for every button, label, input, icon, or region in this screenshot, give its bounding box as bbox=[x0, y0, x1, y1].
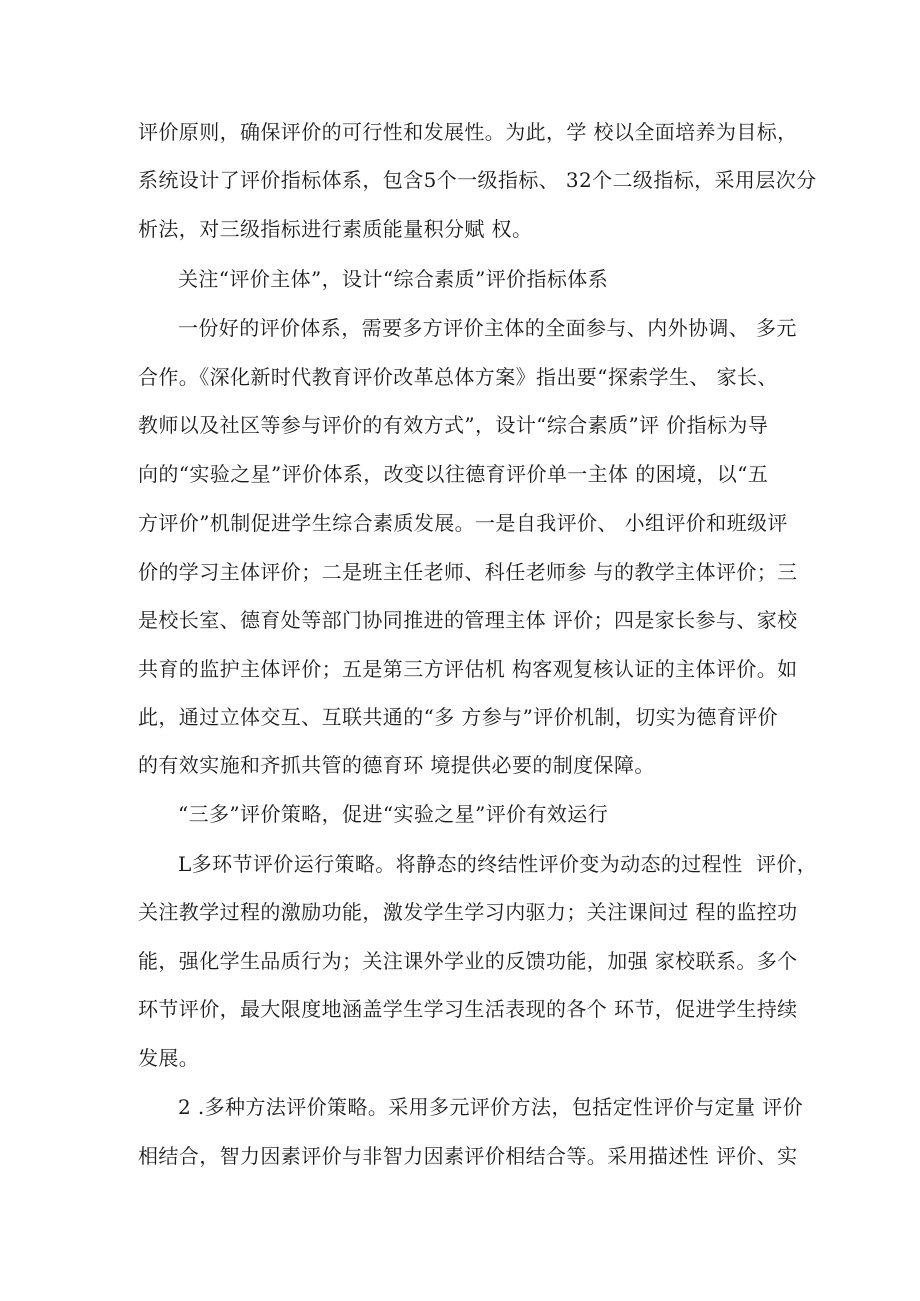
section-heading: 关注“评价主体”，设计“综合素质”评价指标体系 bbox=[178, 267, 609, 291]
paragraph-line: 能，强化学生品质行为；关注课外学业的反馈功能，加强 家校联系。多个 bbox=[138, 949, 798, 973]
paragraph-line: 此，通过立体交互、互联共通的“多 方参与”评价机制，切实为德育评价 bbox=[138, 705, 779, 729]
paragraph-line: 的有效实施和齐抓共管的德育环 境提供必要的制度保障。 bbox=[138, 753, 655, 777]
paragraph-line: 方评价”机制促进学生综合素质发展。一是自我评价、 小组评价和班级评 bbox=[138, 511, 788, 535]
paragraph-line: 教师以及社区等参与评价的有效方式”，设计“综合素质”评 价指标为导 bbox=[138, 413, 769, 437]
paragraph-line: 评价原则，确保评价的可行性和发展性。为此，学 校以全面培养为目标， bbox=[138, 120, 798, 144]
paragraph-line: 合作。《深化新时代教育评价改革总体方案》指出要“探索学生、 家长、 bbox=[138, 365, 778, 389]
paragraph-line: 一份好的评价体系，需要多方评价主体的全面参与、内外协调、 多元 bbox=[178, 316, 797, 340]
paragraph-line: 是校长室、德育处等部门协同推进的管理主体 评价；四是家长参与、家校 bbox=[138, 608, 798, 632]
paragraph-line: 共育的监护主体评价；五是第三方评估机 构客观复核认证的主体评价。如 bbox=[138, 657, 798, 681]
paragraph-line: 向的“实验之星”评价体系，改变以往德育评价单一主体 的困境，以“五 bbox=[138, 462, 769, 486]
paragraph-line: L多环节评价运行策略。将静态的终结性评价变为动态的过程性 评价， bbox=[178, 852, 818, 876]
paragraph-line: 相结合，智力因素评价与非智力因素评价相结合等。采用描述性 评价、实 bbox=[138, 1144, 798, 1168]
paragraph-line: 关注教学过程的激励功能，激发学生学习内驱力；关注课间过 程的监控功 bbox=[138, 900, 798, 924]
section-heading: “三多”评价策略，促进“实验之星”评价有效运行 bbox=[178, 802, 609, 826]
paragraph-line: 2 .多种方法评价策略。采用多元评价方法，包括定性评价与定量 评价 bbox=[178, 1095, 803, 1119]
paragraph-line: 发展。 bbox=[138, 1046, 200, 1070]
paragraph-line: 环节评价，最大限度地涵盖学生学习生活表现的各个 环节，促进学生持续 bbox=[138, 997, 798, 1021]
paragraph-line: 系统设计了评价指标体系，包含5个一级指标、 32个二级指标，采用层次分 bbox=[138, 168, 817, 192]
paragraph-line: 析法，对三级指标进行素质能量积分赋 权。 bbox=[138, 217, 533, 241]
paragraph-line: 价的学习主体评价；二是班主任老师、科任老师参 与的教学主体评价；三 bbox=[138, 560, 798, 584]
